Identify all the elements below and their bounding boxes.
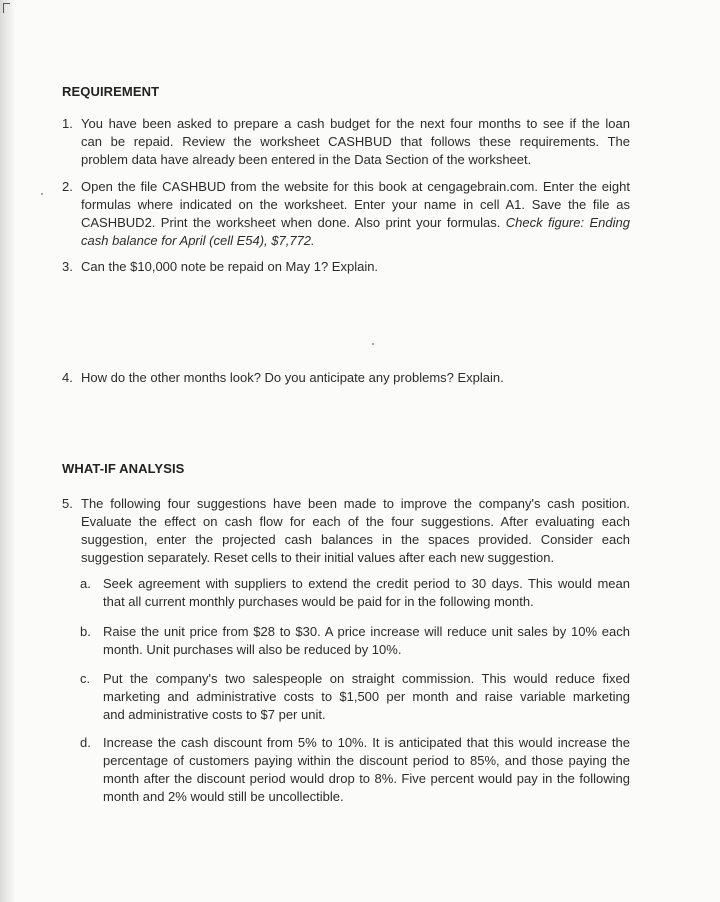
check-figure: Check figure: Ending (505, 215, 630, 230)
requirement-item-2 (62, 178, 630, 250)
suggestion-b (80, 623, 630, 659)
item-text: Can the $10,000 note be repaid on May 1? Explain. (81, 259, 379, 274)
subitem-line: Seek agreement with suppliers to extend the credit period to 30 days. This would mean (103, 576, 630, 591)
item-number: 4. (62, 370, 73, 385)
item-line: The following four suggestions have been made to improve the company's cash position. (81, 496, 630, 511)
subitem-text (103, 623, 630, 659)
subitem-text (103, 734, 630, 806)
subitem-line: Put the company's two salespeople on straight commission. This would reduce fixed (103, 671, 630, 686)
subitem-text (103, 670, 630, 724)
scan-speck (41, 193, 43, 195)
item-line: Open the file CASHBUD from the website for this book at cengagebrain.com. Enter the eight (81, 179, 630, 194)
item-line: formulas where indicated on the worksheet. Enter your name in cell A1. Save the file as (81, 197, 630, 212)
item-number: 3. (62, 259, 73, 274)
item-text (81, 495, 630, 567)
subitem-line: and administrative costs to $7 per unit. (103, 707, 326, 722)
item-line: suggestion separately. Reset cells to their initial values after each new suggestion. (81, 550, 555, 565)
item-line: can be repaid. Review the worksheet CASHBUD that follows these requirements. The (81, 134, 630, 149)
item-number: 2. (62, 179, 73, 194)
item-line: problem data have already been entered in the Data Section of the worksheet. (81, 152, 532, 167)
item-number: 1. (62, 116, 73, 131)
subitem-text (103, 575, 630, 611)
item-text (81, 115, 630, 169)
requirement-item-4 (62, 369, 630, 387)
item-line: suggestion, enter the projected cash balances in the spaces provided. Consider each (81, 532, 630, 547)
item-text (81, 178, 630, 250)
what-if-item-5 (62, 495, 630, 567)
item-line-text: CASHBUD2. Print the worksheet when done. Also print your formulas. (81, 215, 501, 230)
subitem-letter: d. (80, 735, 91, 750)
subitem-line: percentage of customers paying within the discount period to 85%, and those paying the (103, 753, 630, 768)
subitem-line: Increase the cash discount from 5% to 10%. It is anticipated that this would increase the (103, 735, 630, 750)
item-number: 5. (62, 496, 73, 511)
corner-crop-mark (3, 3, 10, 13)
scan-edge-shadow (0, 0, 14, 902)
suggestion-c (80, 670, 630, 724)
subitem-line: Raise the unit price from $28 to $30. A price increase will reduce unit sales by 10% each (103, 624, 630, 639)
subitem-line: that all current monthly purchases would be paid for in the following month. (103, 594, 534, 609)
subitem-line: marketing and administrative costs to $1,500 per month and raise variable marketing (103, 689, 630, 704)
requirement-item-1 (62, 115, 630, 169)
item-line (81, 232, 630, 250)
subitem-letter: b. (80, 624, 91, 639)
requirement-heading: REQUIREMENT (62, 84, 160, 99)
what-if-heading: WHAT-IF ANALYSIS (62, 461, 185, 476)
subitem-line: month after the discount period would drop to 8%. Five percent would pay in the following (103, 771, 630, 786)
check-figure-cont: cash balance for April (cell E54), $7,772. (81, 233, 315, 248)
subitem-letter: a. (80, 576, 91, 591)
item-line (81, 214, 630, 232)
item-line: You have been asked to prepare a cash budget for the next four months to see if the loan (81, 116, 630, 131)
subitem-line: month. Unit purchases will also be reduced by 10%. (103, 642, 402, 657)
suggestion-d (80, 734, 630, 806)
subitem-line: month and 2% would still be uncollectible. (103, 789, 344, 804)
item-line: Evaluate the effect on cash flow for each of the four suggestions. After evaluating each (81, 514, 630, 529)
subitem-letter: c. (80, 671, 91, 686)
suggestion-a (80, 575, 630, 611)
item-text: How do the other months look? Do you anticipate any problems? Explain. (81, 370, 504, 385)
scan-speck (372, 343, 374, 345)
requirement-item-3 (62, 258, 630, 276)
